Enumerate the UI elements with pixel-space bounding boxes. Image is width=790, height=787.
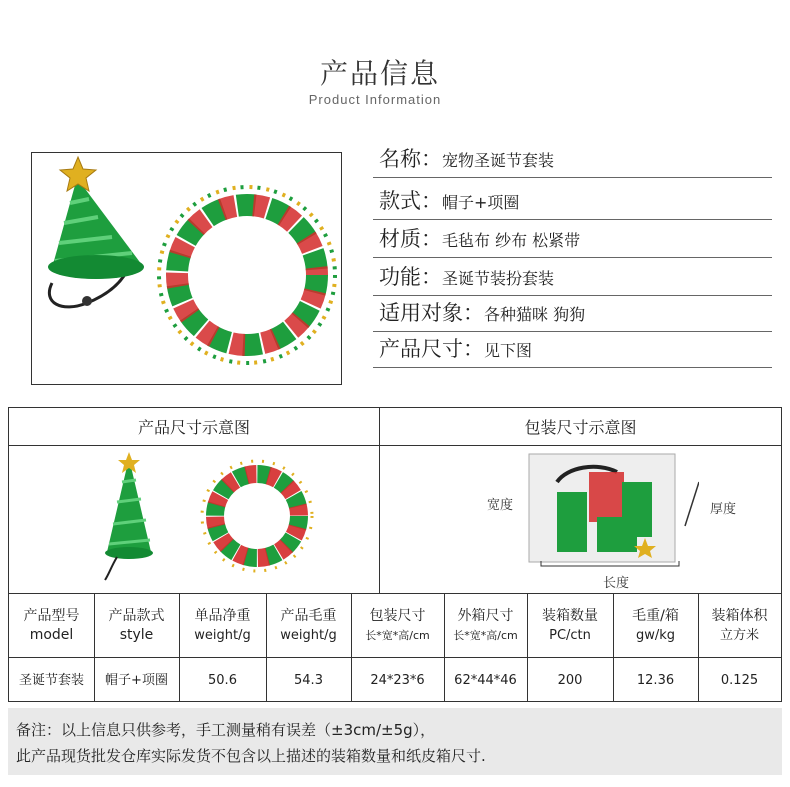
package-dimension-lines — [539, 478, 699, 578]
table-cell-net-weight: 50.6 — [208, 672, 237, 688]
note-line-1: 备注：以上信息只供参考，手工测量稍有误差（±3cm/±5g）， — [16, 721, 436, 739]
thickness-label: 厚度 — [710, 502, 737, 517]
spec-row-function — [373, 262, 772, 296]
table-cell-volume: 0.125 — [720, 672, 759, 688]
package-size-header: 包装尺寸示意图 — [379, 408, 781, 446]
spec-row-style — [373, 186, 772, 220]
spec-row-material — [373, 224, 772, 258]
spec-value: 毛毡布 纱布 松紧带 — [442, 231, 581, 250]
length-label: 长度 — [603, 576, 630, 591]
table-cell-gross-weight: 54.3 — [294, 672, 323, 688]
width-label: 宽度 — [487, 498, 514, 513]
table-cell-model: 圣诞节套装 — [18, 672, 84, 688]
spec-key: 名称： — [379, 147, 442, 171]
spec-value: 圣诞节装扮套装 — [442, 269, 555, 288]
spec-key: 功能： — [379, 265, 442, 289]
size-table — [8, 407, 782, 702]
spec-key: 材质： — [379, 227, 442, 251]
spec-row-size — [373, 334, 772, 368]
col-header-style: 产品款式 style — [108, 607, 165, 643]
col-header-volume: 装箱体积 立方米 — [711, 607, 768, 643]
page-title: 产品信息 — [319, 57, 440, 90]
spec-value: 见下图 — [484, 341, 533, 360]
spec-row-name — [373, 144, 772, 178]
table-cell-style: 帽子+项圈 — [105, 672, 168, 688]
spec-key: 款式： — [379, 189, 442, 213]
table-cell-carton-size: 62*44*46 — [454, 672, 517, 688]
product-illustration — [89, 452, 319, 588]
col-header-model: 产品型号 model — [23, 607, 80, 643]
table-cell-quantity: 200 — [557, 672, 583, 688]
product-photo — [31, 152, 342, 385]
page-subtitle: Product Information — [308, 92, 442, 107]
table-cell-carton-weight: 12.36 — [636, 672, 675, 688]
spec-key: 产品尺寸： — [379, 337, 484, 361]
note-box — [8, 708, 782, 775]
col-header-package-size: 包装尺寸 长*宽*高/cm — [365, 607, 430, 642]
table-cell-package-size: 24*23*6 — [370, 672, 425, 688]
col-header-net-weight: 单品净重 weight/g — [194, 607, 251, 643]
col-header-carton-size: 外箱尺寸 长*宽*高/cm — [453, 607, 518, 642]
note-line-2: 此产品现货批发仓库实际发货不包含以上描述的装箱数量和纸皮箱尺寸. — [16, 747, 486, 765]
col-header-quantity: 装箱数量 PC/ctn — [542, 607, 598, 643]
spec-value: 宠物圣诞节套装 — [442, 151, 555, 170]
spec-key: 适用对象： — [379, 301, 484, 325]
spec-value: 各种猫咪 狗狗 — [484, 305, 586, 324]
col-header-carton-weight: 毛重/箱 gw/kg — [632, 607, 679, 643]
col-header-gross-weight: 产品毛重 weight/g — [280, 607, 337, 643]
spec-row-target — [373, 298, 772, 332]
product-size-header: 产品尺寸示意图 — [9, 408, 379, 446]
spec-value: 帽子+项圈 — [442, 193, 520, 212]
